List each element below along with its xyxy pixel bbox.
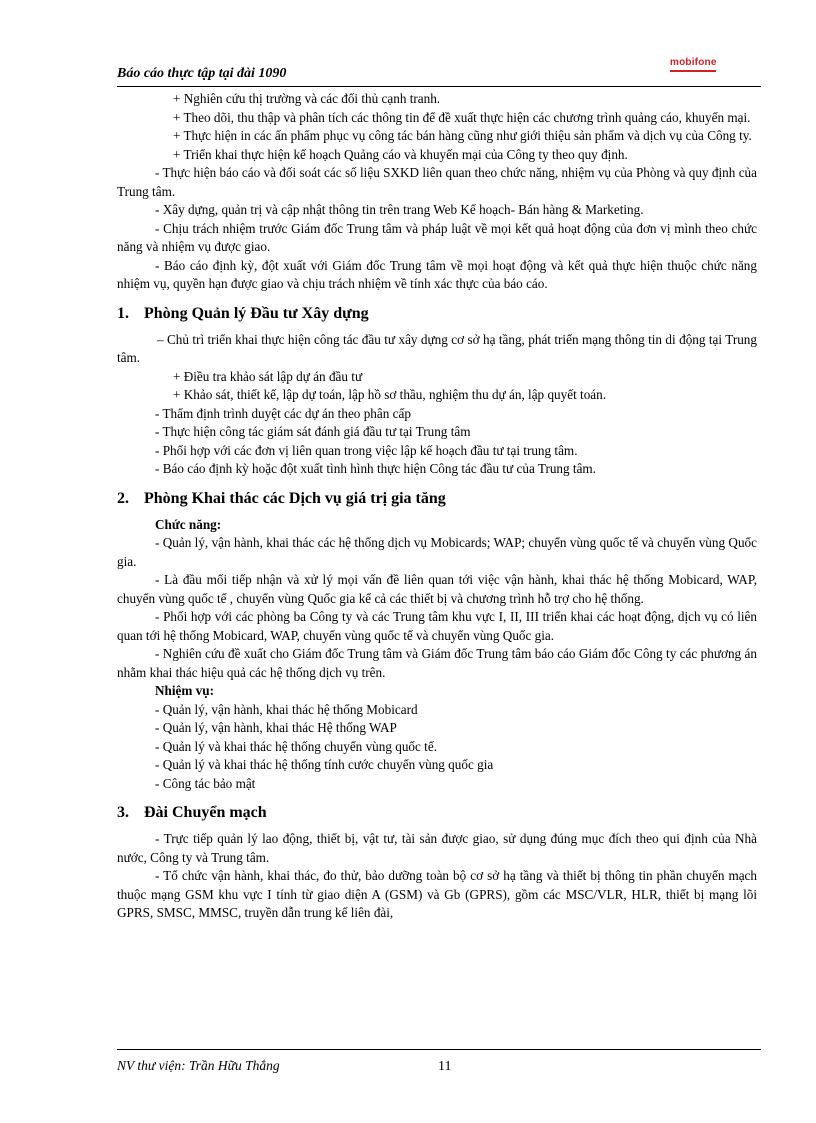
section-title: Phòng Quản lý Đầu tư Xây dựng bbox=[144, 304, 369, 322]
list-item: - Thẩm định trình duyệt các dự án theo phân cấp bbox=[155, 405, 411, 421]
section-number: 3. bbox=[117, 804, 129, 821]
list-item: - Quản lý, vận hành, khai thác hệ thống Mobicard bbox=[155, 701, 418, 717]
section-title: Đài Chuyển mạch bbox=[144, 804, 267, 821]
body-paragraph: + Triển khai thực hiện kế hoạch Quảng cáo và khuyến mại của Công ty theo quy định. bbox=[173, 146, 628, 162]
body-paragraph: - Xây dựng, quản trị và cập nhật thông tin trên trang Web Kế hoạch- Bán hàng & Marketing. bbox=[155, 202, 644, 217]
section-heading bbox=[117, 489, 757, 509]
body-paragraph: - Tổ chức vận hành, khai thác, đo thử, bảo dưỡng toàn bộ cơ sở hạ tầng và thiết bị thông tin phần chuyển mạch thuộc mạng GSM khu vực I tính từ giao diện A (GSM) và Gb (GPRS), gồm các MSC/VLR, HLR, thiết bị mạng lõi GPRS, SMSC, MMSC, truyền dẫn trung kế liên đài, bbox=[117, 868, 757, 920]
header-divider bbox=[117, 86, 761, 87]
section-heading bbox=[117, 803, 757, 823]
list-item: - Công tác bảo mật bbox=[155, 775, 256, 791]
list-item: - Quản lý và khai thác hệ thống chuyển vùng quốc tế. bbox=[155, 738, 437, 754]
document-body bbox=[117, 90, 757, 923]
body-paragraph: - Thực hiện báo cáo và đối soát các số liệu SXKD liên quan theo chức năng, nhiệm vụ của Phòng và quy định của Trung tâm. bbox=[117, 165, 757, 199]
list-item: + Điều tra khảo sát lập dự án đầu tư bbox=[173, 368, 363, 384]
footer-divider bbox=[117, 1049, 761, 1050]
body-paragraph: - Phối hợp với các phòng ba Công ty và các Trung tâm khu vực I, II, III triển khai các hoạt động, dịch vụ có liên quan tới hệ thống Mobicard, WAP, chuyển vùng quốc tế và chuyển vùng Quốc gia. bbox=[117, 609, 757, 643]
list-item: - Báo cáo định kỳ hoặc đột xuất tình hình thực hiện Công tác đầu tư của Trung tâm. bbox=[155, 461, 596, 476]
body-paragraph: - Báo cáo định kỳ, đột xuất với Giám đốc Trung tâm về mọi hoạt động và kết quả thực hiện thuộc chức năng nhiệm vụ, quyền hạn được giao và chịu trách nhiệm về tính xác thực của báo cáo. bbox=[117, 257, 757, 291]
logo-text: mobifone bbox=[670, 57, 717, 68]
subheading-duties: Nhiệm vụ: bbox=[155, 683, 214, 698]
body-paragraph: - Nghiên cứu đề xuất cho Giám đốc Trung tâm và Giám đốc Trung tâm báo cáo Giám đốc Công ty các phương án nhằm khai thác hiệu quả các hệ thống dịch vụ trên. bbox=[117, 646, 757, 680]
body-paragraph: - Trực tiếp quản lý lao động, thiết bị, vật tư, tài sản được giao, sử dụng đúng mục đích theo qui định của Nhà nước, Công ty và Trung tâm. bbox=[117, 831, 757, 865]
mobifone-logo bbox=[670, 57, 717, 72]
section-number: 1. bbox=[117, 304, 129, 322]
section-title: Phòng Khai thác các Dịch vụ giá trị gia tăng bbox=[144, 489, 446, 507]
section-heading bbox=[117, 304, 757, 324]
list-item: + Khảo sát, thiết kế, lập dự toán, lập hồ sơ thầu, nghiệm thu dự án, lập quyết toán. bbox=[173, 387, 607, 402]
subheading-functions: Chức năng: bbox=[155, 516, 222, 532]
body-paragraph: - Quản lý, vận hành, khai thác các hệ thống dịch vụ Mobicards; WAP; chuyển vùng quốc tế và chuyển vùng Quốc gia. bbox=[117, 535, 757, 569]
section-number: 2. bbox=[117, 489, 129, 507]
list-item: - Quản lý, vận hành, khai thác Hệ thống WAP bbox=[155, 720, 397, 735]
body-paragraph: + Thực hiện in các ấn phẩm phục vụ công tác bán hàng cũng như giới thiệu sản phẩm và dịch vụ của Công ty. bbox=[173, 128, 752, 143]
list-item: - Quản lý và khai thác hệ thống tính cước chuyển vùng quốc gia bbox=[155, 757, 494, 772]
body-paragraph: + Theo dõi, thu thập và phân tích các thông tin để đề xuất thực hiện các chương trình quảng cáo, khuyến mại. bbox=[173, 109, 751, 125]
body-paragraph: - Chịu trách nhiệm trước Giám đốc Trung tâm và pháp luật về mọi kết quả hoạt động của đơn vị mình theo chức năng và nhiệm vụ được giao. bbox=[117, 220, 757, 254]
body-paragraph: - Là đầu mối tiếp nhận và xử lý mọi vấn đề liên quan tới việc vận hành, khai thác hệ thống Mobicard, WAP, chuyển vùng quốc tế , chuyển vùng Quốc gia kể cả các thiết bị và chương trình hỗ trợ cho hệ thống. bbox=[117, 572, 757, 606]
page-number: 11 bbox=[438, 1059, 452, 1074]
header-title: Báo cáo thực tập tại đài 1090 bbox=[117, 66, 287, 81]
body-paragraph: – Chủ trì triển khai thực hiện công tác đầu tư xây dựng cơ sở hạ tầng, phát triển mạng thông tin di động tại Trung tâm. bbox=[117, 331, 757, 365]
list-item: - Phối hợp với các đơn vị liên quan trong việc lập kế hoạch đầu tư tại trung tâm. bbox=[155, 442, 578, 458]
body-paragraph: + Nghiên cứu thị trường và các đối thủ cạnh tranh. bbox=[173, 91, 441, 106]
logo-underline bbox=[670, 70, 716, 72]
list-item: - Thực hiện công tác giám sát đánh giá đầu tư tại Trung tâm bbox=[155, 424, 471, 439]
footer-author: NV thư viện: Trần Hữu Thắng bbox=[117, 1058, 280, 1073]
